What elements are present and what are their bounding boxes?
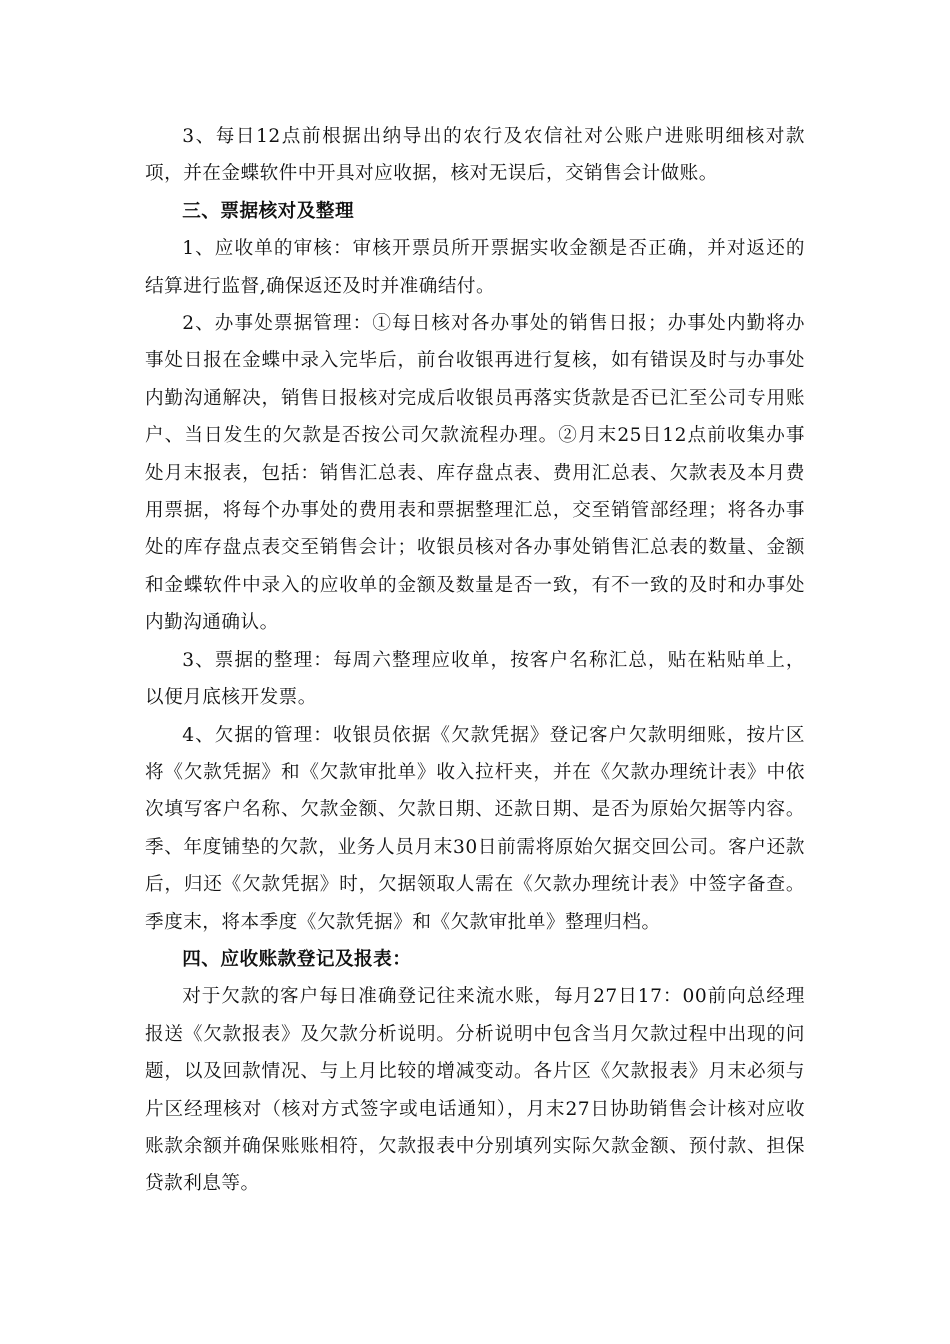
paragraph-daily-reconciliation: 3、每日12点前根据出纳导出的农行及农信社对公账户进账明细核对款项，并在金蝶软件中开具对应收据，核对无误后，交销售会计做账。: [145, 126, 805, 185]
paragraph-receivables-registration: 对于欠款的客户每日准确登记往来流水账，每月27日17：00前向总经理报送《欠款报表》及欠款分析说明。分析说明中包含当月欠款过程中出现的问题，以及回款情况、与上月比较的增减变动。各片区《欠款报表》月末必须与片区经理核对（核对方式签字或电话通知），月末27日协助销售会计核对应收账款余额并确保账账相符，欠款报表中分别填列实际欠款金额、预付款、担保贷款利息等。: [145, 986, 805, 1195]
paragraph-receivable-review: 1、应收单的审核：审核开票员所开票据实收金额是否正确，并对返还的结算进行监督,确保返还及时并准确结付。: [145, 238, 805, 297]
section-heading-bill-verification: 三、票据核对及整理: [182, 200, 355, 222]
section-heading-receivables-report: 四、应收账款登记及报表：: [182, 948, 412, 970]
paragraph-office-bill-management: 2、办事处票据管理：①每日核对各办事处的销售日报；办事处内勤将办事处日报在金蝶中录入完毕后，前台收银再进行复核，如有错误及时与办事处内勤沟通解决，销售日报核对完成后收银员再落实货款是否已汇至公司专用账户、当日发生的欠款是否按公司欠款流程办理。②月末25日12点前收集办事处月末报表，包括：销售汇总表、库存盘点表、费用汇总表、欠款表及本月费用票据，将每个办事处的费用表和票据整理汇总，交至销管部经理；将各办事处的库存盘点表交至销售会计；收银员核对各办事处销售汇总表的数量、金额和金蝶软件中录入的应收单的金额及数量是否一致，有不一致的及时和办事处内勤沟通确认。: [145, 313, 805, 634]
document-body: [145, 118, 805, 1203]
paragraph-bill-arrangement: 3、票据的整理：每周六整理应收单，按客户名称汇总，贴在粘贴单上，以便月底核开发票。: [145, 649, 805, 709]
paragraph-debt-voucher-management: 4、欠据的管理：收银员依据《欠款凭据》登记客户欠款明细账，按片区将《欠款凭据》和《欠款审批单》收入拉杆夹，并在《欠款办理统计表》中依次填写客户名称、欠款金额、欠款日期、还款日期、是否为原始欠据等内容。季、年度铺垫的欠款，业务人员月末30日前需将原始欠据交回公司。客户还款后，归还《欠款凭据》时，欠据领取人需在《欠款办理统计表》中签字备查。季度末，将本季度《欠款凭据》和《欠款审批单》整理归档。: [145, 724, 805, 933]
